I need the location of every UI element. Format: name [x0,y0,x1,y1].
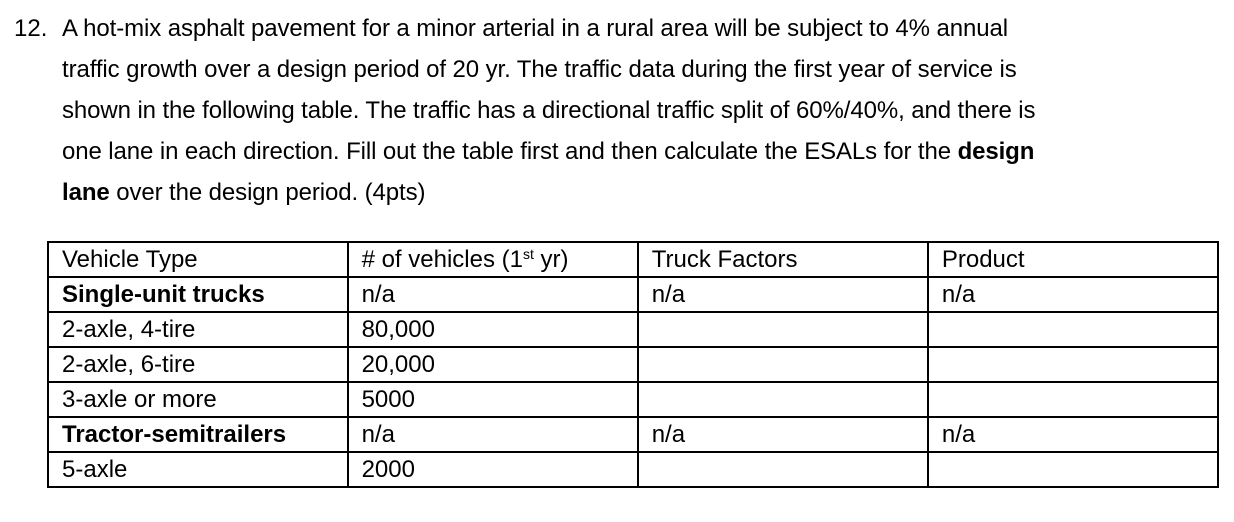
vehicle-type-cell: Tractor-semitrailers [48,417,348,452]
problem-line-1: A hot-mix asphalt pavement for a minor arterial in a rural area will be subject to 4% annual [62,15,1008,42]
truck-factor-cell[interactable] [638,312,928,347]
problem-line-5 [62,172,1202,213]
table-row [48,312,1218,347]
product-cell[interactable] [928,382,1218,417]
table-row [48,417,1218,452]
traffic-table [47,241,1219,488]
header-count-prefix: # of vehicles (1 [361,246,523,273]
problem-line-5-text: over the design period. (4pts) [109,179,426,206]
product-cell[interactable] [928,347,1218,382]
header-vehicle-count [348,242,638,277]
header-truck-factors: Truck Factors [638,242,928,277]
vehicle-count-cell: 5000 [348,382,638,417]
table-row [48,452,1218,487]
problem-line-4 [62,131,1202,172]
product-cell[interactable] [928,452,1218,487]
vehicle-count-cell: 80,000 [348,312,638,347]
truck-factor-cell: n/a [638,277,928,312]
truck-factor-cell[interactable] [638,382,928,417]
truck-factor-cell[interactable] [638,452,928,487]
vehicle-count-cell: 2000 [348,452,638,487]
table-row [48,277,1218,312]
vehicle-count-cell: 20,000 [348,347,638,382]
product-cell[interactable] [928,312,1218,347]
problem-line-4-text: one lane in each direction. Fill out the table first and then calculate the ESALs for the [62,138,958,165]
vehicle-type-cell: 2-axle, 4-tire [48,312,348,347]
product-cell: n/a [928,417,1218,452]
truck-factor-cell[interactable] [638,347,928,382]
product-cell: n/a [928,277,1218,312]
header-product: Product [928,242,1218,277]
header-count-suffix: yr) [533,246,569,273]
header-vehicle-type: Vehicle Type [48,242,348,277]
bold-design: design [957,138,1035,165]
vehicle-type-cell: 2-axle, 6-tire [48,347,348,382]
problem-text [62,8,1202,213]
problem-number: 12. [14,15,48,42]
header-count-sup: st [522,246,534,262]
problem-line-3: shown in the following table. The traffic has a directional traffic split of 60%/40%, and there is [62,97,1036,124]
problem-line-2: traffic growth over a design period of 20 yr. The traffic data during the first year of service is [62,56,1017,83]
vehicle-type-cell: Single-unit trucks [48,277,348,312]
table-row [48,347,1218,382]
vehicle-type-cell: 5-axle [48,452,348,487]
problem-statement [14,8,1214,213]
table-row [48,382,1218,417]
vehicle-count-cell: n/a [348,277,638,312]
table-header-row [48,242,1218,277]
vehicle-type-cell: 3-axle or more [48,382,348,417]
vehicle-count-cell: n/a [348,417,638,452]
bold-lane: lane [62,179,110,206]
truck-factor-cell: n/a [638,417,928,452]
